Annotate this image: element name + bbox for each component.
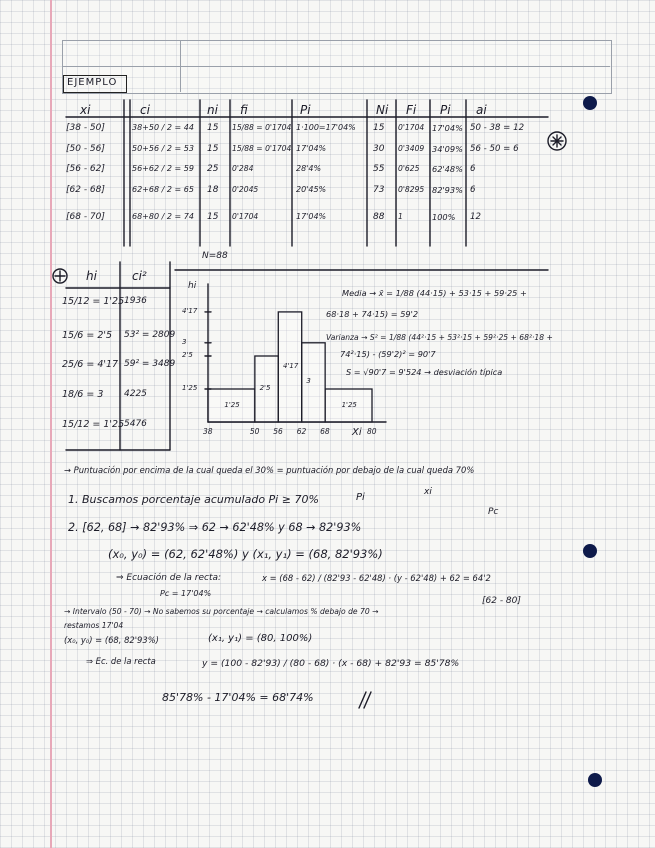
table1-cell: 38+50 / 2 = 44 [132, 123, 194, 132]
t1-header-Fi: Fi [406, 103, 417, 117]
table1-cell: 50 - 38 = 12 [470, 123, 525, 133]
table1-cell: 0'1704 [398, 123, 425, 132]
table1-cell: [38 - 50] [66, 123, 105, 133]
table1-cell: [68 - 70] [66, 212, 105, 222]
hist-x-tick-label: 68 [320, 427, 330, 436]
table1-cell: 88 [373, 212, 385, 222]
table1-cell: 15 [207, 123, 219, 133]
table1-cell: 15/88 = 0'1704 [232, 123, 292, 132]
hist-bar-label: 4'17 [283, 361, 299, 370]
table1-cell: 12 [470, 212, 481, 222]
hist-y-tick-label: 2'5 [182, 351, 193, 359]
t2-header-ci2: ci² [132, 269, 147, 283]
table1-cell: 1·100=17'04% [296, 123, 356, 132]
stats-var-1: Varianza → S² = 1/88 (44²·15 + 53²·15 + 59²·25 + 68²·18 + [326, 333, 553, 342]
hist-y-tick-label: 1'25 [182, 384, 198, 392]
hist-x-tick-label: 62 [296, 427, 307, 436]
table1-cell: 17'04% [432, 123, 463, 133]
hist-ylabel: hi [188, 281, 197, 291]
t1-header-ai: ai [476, 103, 487, 117]
work-points-2a: (x₀, y₀) = (68, 82'93%) [64, 635, 159, 645]
table1-cell: 28'4% [296, 164, 322, 173]
table1-cell: 15 [207, 212, 219, 222]
table1-cell: 62+68 / 2 = 65 [132, 185, 194, 194]
table1-cell: 0'8295 [398, 185, 425, 194]
work-ec2: y = (100 - 82'93) / (80 - 68) · (x - 68) + 82'93 = 85'78% [202, 658, 460, 669]
table2-cell: 4225 [124, 389, 147, 399]
table2-cell: 18/6 = 3 [62, 389, 104, 400]
table1-cell: 17'04% [296, 212, 327, 221]
hist-x-tick-label: 38 [203, 427, 213, 436]
table2-cell: 53² = 2809 [124, 330, 176, 340]
table2-cell: 1936 [124, 296, 147, 306]
table2-cell: 15/12 = 1'25 [62, 419, 125, 430]
stats-media-2: 68·18 + 74·15) = 59'2 [326, 309, 419, 319]
hist-x-tick-label: 80 [367, 427, 377, 436]
stats-var-2: 74²·15) - (59'2)² = 90'7 [340, 349, 436, 359]
table1-cell: [50 - 56] [66, 144, 105, 154]
table1-cell: 1 [398, 212, 403, 221]
table1-cell: 0'625 [398, 164, 420, 173]
table1-cell: 34'09% [432, 144, 463, 154]
hist-x-tick-label: 50 [249, 427, 260, 436]
table1-cell: 17'04% [296, 144, 327, 153]
hist-x-tick-label: 56 [273, 427, 283, 436]
hist-bar-label: 2'5 [259, 384, 271, 392]
work-ann-pi: Pi [356, 492, 365, 503]
table1-cell: 15 [207, 144, 219, 154]
work-line-1: → Puntuación por encima de la cual queda el 30% = puntuación por debajo de la cual queda 70% [64, 465, 475, 475]
table1-cell: 15 [373, 123, 385, 133]
table1-cell: 55 [373, 164, 385, 174]
table2-cell: 59² = 3489 [124, 359, 176, 369]
t1-header-Ni: Ni [376, 103, 389, 117]
table1-cell: 73 [373, 185, 385, 195]
table1-cell: 30 [373, 144, 385, 154]
hist-bar-label: 3 [306, 377, 311, 386]
table1-cell: 15/88 = 0'1704 [232, 144, 292, 153]
t2-header-hi: hi [86, 269, 97, 283]
work-pc-17: Pc = 17'04% [160, 589, 212, 598]
t1-header-Pi-acum: Pi [440, 103, 451, 117]
table1-cell: 6 [470, 164, 476, 174]
t1-header-fi: fi [240, 103, 248, 117]
table1-cell: 62'48% [432, 164, 463, 174]
table1-cell: 0'3409 [398, 144, 425, 153]
work-eq-1: x = (68 - 62) / (82'93 - 62'48) · (y - 62'48) + 62 = 64'2 [262, 573, 491, 583]
work-restamos: restamos 17'04 [64, 621, 124, 630]
work-step-1: 1. Buscamos porcentaje acumulado Pi ≥ 70% [68, 493, 319, 506]
hist-bar-label: 1'25 [341, 400, 357, 409]
work-interval-box: [62 - 80] [482, 596, 521, 606]
hist-y-tick-label: 4'17 [182, 306, 198, 315]
hist-y-tick-label: 3 [182, 337, 187, 346]
table1-cell: 100% [432, 212, 456, 222]
work-interval: → Intervalo (50 - 70) → No sabemos su porcentaje → calculamos % debajo de 70 → [64, 607, 379, 616]
work-ann-xi: xi [424, 487, 432, 497]
t1-total: N=88 [202, 251, 228, 261]
hist-xlabel: Xi [352, 427, 362, 438]
page-title: EJEMPLO [67, 77, 118, 88]
t1-header-ci: ci [140, 103, 150, 117]
stats-desv: S = √90'7 = 9'524 → desviación típica [346, 367, 503, 377]
table1-cell: 20'45% [296, 185, 327, 194]
table1-cell: 25 [207, 164, 219, 174]
work-final: 85'78% - 17'04% = 68'74% [162, 691, 314, 704]
table1-cell: 18 [207, 185, 219, 195]
work-ann-pc: Pc [488, 507, 499, 517]
table2-cell: 15/6 = 2'5 [62, 330, 113, 341]
stats-media-1: Media → x̄ = 1/88 (44·15) + 53·15 + 59·25 + [342, 288, 527, 298]
table1-cell: 82'93% [432, 185, 463, 195]
table1-cell: 0'2045 [232, 185, 259, 194]
table1-cell: 56 - 50 = 6 [470, 144, 519, 154]
hist-bar-label: 1'25 [224, 400, 240, 409]
t1-header-pi: Pi [300, 103, 311, 117]
table2-cell: 25/6 = 4'17 [62, 359, 119, 370]
work-points: (x₀, y₀) = (62, 62'48%) y (x₁, y₁) = (68, 82'93%) [108, 547, 383, 561]
table2-cell: 15/12 = 1'25 [62, 296, 125, 307]
work-eq-label: ⇒ Ecuación de la recta: [116, 573, 222, 583]
table1-cell: 0'1704 [232, 212, 259, 221]
table1-cell: 0'284 [232, 164, 254, 173]
table1-cell: 56+62 / 2 = 59 [132, 164, 194, 173]
t1-header-xi: xi [80, 103, 91, 117]
table1-cell: 68+80 / 2 = 74 [132, 212, 194, 221]
work-points-2b: (x₁, y₁) = (80, 100%) [208, 633, 313, 644]
table2-cell: 5476 [124, 419, 147, 429]
table1-cell: 50+56 / 2 = 53 [132, 144, 194, 153]
work-ec2-label: ⇒ Ec. de la recta [86, 656, 156, 666]
table1-cell: [56 - 62] [66, 164, 105, 174]
table1-cell: [62 - 68] [66, 185, 105, 195]
work-step-2: 2. [62, 68] → 82'93% ⇒ 62 → 62'48% y 68 → 82'93% [68, 521, 362, 534]
t1-header-ni: ni [207, 103, 218, 117]
table1-cell: 6 [470, 185, 476, 195]
